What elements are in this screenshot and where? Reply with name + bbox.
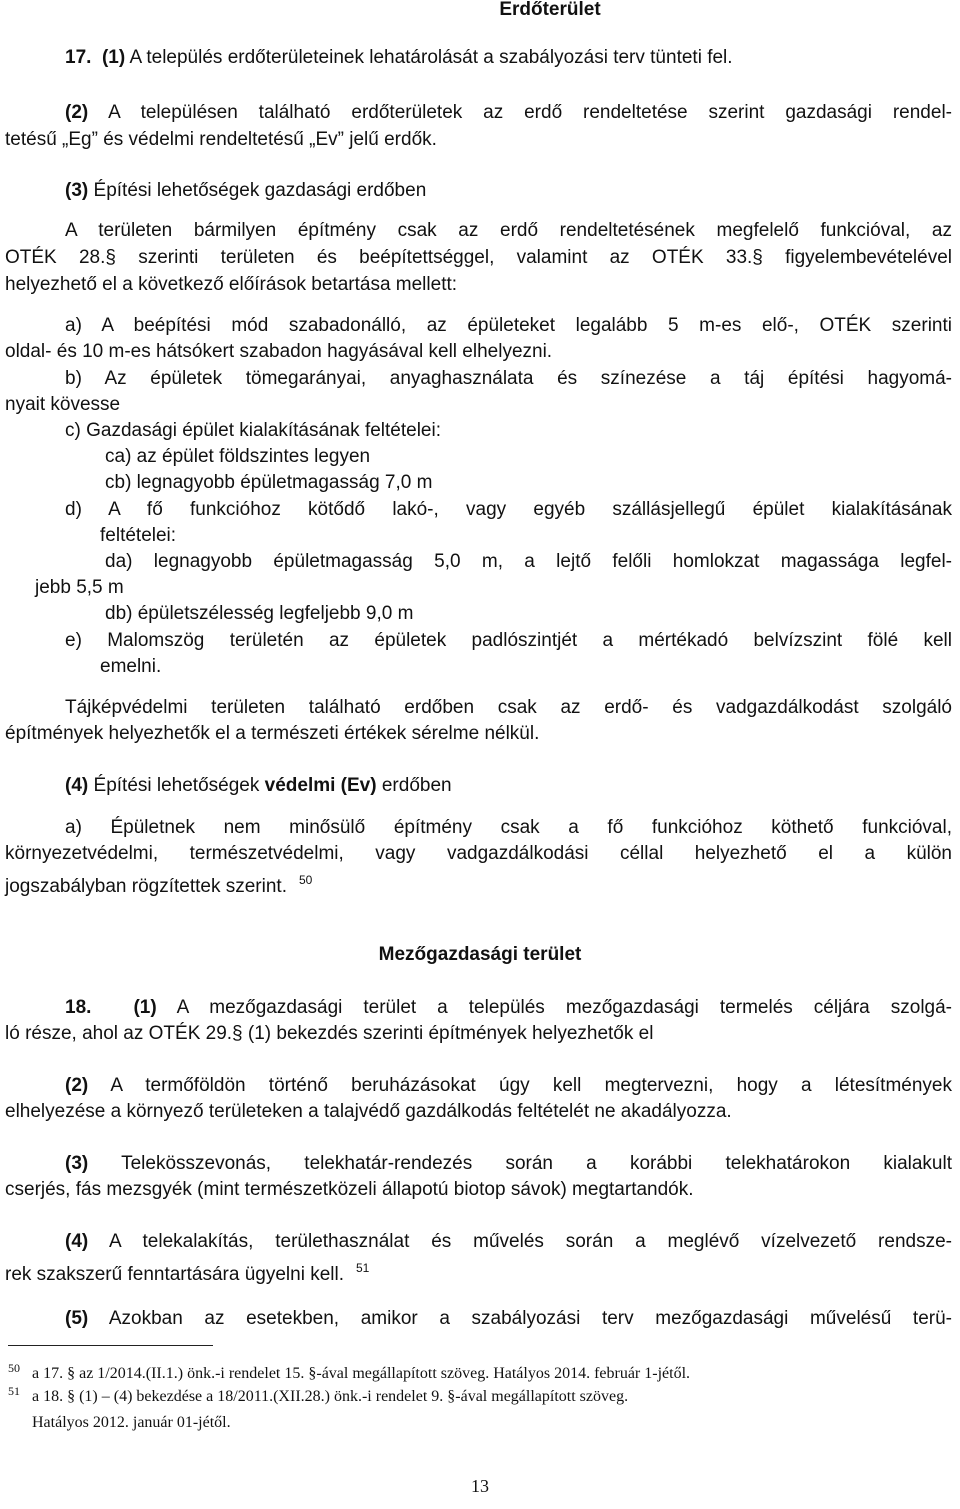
paragraph-17-3-line3: helyezhető el a következő előírások betartása mellett: — [5, 274, 458, 295]
paragraph-17-4-heading — [65, 773, 452, 799]
item-a-line2: oldal- és 10 m-es hátsókert szabadon hagyásával kell elhelyezni. — [5, 341, 553, 362]
item-ca: ca) az épület földszintes legyen — [105, 446, 371, 467]
item-b-line2: nyait kövesse — [5, 394, 121, 415]
landscape-protection-line1: Tájképvédelmi területen található erdőben csak az erdő- és vadgazdálkodást szolgáló — [65, 697, 952, 718]
subsection-heading: Építési lehetőségek gazdasági erdőben — [93, 180, 427, 201]
item-e-line2: emelni. — [100, 656, 162, 677]
paragraph-17-3-line2: OTÉK 28.§ szerinti területen és beépítettséggel, valamint az OTÉK 33.§ figyelembevételével — [5, 247, 952, 268]
footnote-separator — [8, 1345, 213, 1346]
footnote-ref-50[interactable]: 50 — [299, 873, 313, 887]
item-d-line1: d) A fő funkcióhoz kötődő lakó-, vagy egyéb szállásjellegű épület kialakításának — [65, 499, 952, 520]
paragraph-17-3-line1: A területen bármilyen építmény csak az erdő rendeltetésének megfelelő funkcióval, az — [65, 220, 952, 241]
footnote-51-line2: Hatályos 2012. január 01-jétől. — [32, 1414, 231, 1431]
item-e-line1: e) Malomszög területén az épületek padlószintjét a mértékadó belvízszint fölé kell — [65, 630, 952, 651]
paragraph-number: (2) — [65, 102, 89, 123]
paragraph-18-4-line1 — [65, 1229, 952, 1255]
item-c: c) Gazdasági épület kialakításának feltételei: — [65, 420, 441, 441]
paragraph-number: (1) — [133, 997, 157, 1018]
section-number: 18. — [65, 997, 92, 1018]
footnote-50-text: a 17. § az 1/2014.(II.1.) önk.-i rendelet 15. §-ával megállapított szöveg. Hatályos 2014. február 1-jétől. — [32, 1365, 691, 1382]
subsection-heading: Építési lehetőségek — [93, 775, 260, 796]
paragraph-text: Telekösszevonás, telekhatár-rendezés során a korábbi telekhatárokon kialakult — [121, 1153, 952, 1174]
item-db: db) épületszélesség legfeljebb 9,0 m — [105, 603, 414, 624]
item-d-line2: feltételei: — [100, 525, 177, 546]
paragraph-18-1-line1 — [65, 995, 952, 1021]
section-title-erdoterulet: Erdőterület — [499, 0, 601, 20]
paragraph-18-3-line2: cserjés, fás mezsgyék (mint természetközeli állapotú biotop sávok) megtartandók. — [5, 1179, 694, 1200]
paragraph-text: A mezőgazdasági terület a település mezőgazdasági termelés céljára szolgá- — [176, 997, 952, 1018]
item-da-line1: da) legnagyobb épületmagasság 5,0 m, a lejtő felőli homlokzat magassága legfel- — [105, 551, 952, 572]
paragraph-17-2-line2: tetésű „Eg” és védelmi rendeltetésű „Ev” jelű erdők. — [5, 129, 437, 150]
paragraph-number: (4) — [65, 1231, 89, 1252]
paragraph-18-4-line2 — [5, 1255, 369, 1288]
paragraph-number: (3) — [65, 180, 89, 201]
paragraph-17-2-line1 — [65, 100, 952, 126]
paragraph-17-4a-line1: a) Épületnek nem minősülő építmény csak a fő funkcióhoz köthető funkcióval, — [65, 817, 952, 838]
paragraph-text: rek szakszerű fenntartására ügyelni kell. — [5, 1264, 344, 1285]
item-da-line2: jebb 5,5 m — [35, 577, 124, 598]
paragraph-text: A településen található erdőterületek az erdő rendeltetése szerint gazdasági rendel- — [108, 102, 952, 123]
paragraph-18-2-line1 — [65, 1073, 952, 1099]
section-number: 17. — [65, 47, 92, 68]
subsection-heading-end: erdőben — [381, 775, 452, 796]
paragraph-18-1-line2: ló része, ahol az OTÉK 29.§ (1) bekezdés szerinti építmények helyezhetők el — [5, 1023, 654, 1044]
paragraph-text: A település erdőterületeinek lehatárolását a szabályozási terv tünteti fel. — [129, 47, 733, 68]
paragraph-17-3-heading — [65, 178, 426, 204]
footnote-ref-51[interactable]: 51 — [356, 1261, 370, 1275]
paragraph-text: A termőföldön történő beruházásokat úgy kell megtervezni, hogy a létesítmények — [110, 1075, 952, 1096]
section-title-mezogazdasagi: Mezőgazdasági terület — [378, 944, 582, 965]
paragraph-18-5-line1 — [65, 1306, 952, 1332]
footnote-50-number: 50 — [8, 1361, 20, 1375]
paragraph-17-4a-line3 — [5, 867, 312, 900]
item-a-line1: a) A beépítési mód szabadonálló, az épületeket legalább 5 m-es elő-, OTÉK szerinti — [65, 315, 952, 336]
footnote-51-number: 51 — [8, 1384, 20, 1398]
footnote-51-line1: a 18. § (1) – (4) bekezdése a 18/2011.(XII.28.) önk.-i rendelet 9. §-ával megállapított szöveg. — [32, 1388, 629, 1405]
paragraph-text: A telekalakítás, területhasználat és művelés során a meglévő vízelvezető rendsze- — [109, 1231, 952, 1252]
paragraph-18-2-line2: elhelyezése a környező területeken a talajvédő gazdálkodás feltételét ne akadályozza. — [5, 1101, 732, 1122]
paragraph-text: Azokban az esetekben, amikor a szabályozási terv mezőgazdasági művelésű terü- — [108, 1308, 953, 1329]
paragraph-number: (5) — [65, 1308, 89, 1329]
heading-emphasis: védelmi (Ev) — [264, 775, 377, 796]
paragraph-18-3-line1 — [65, 1151, 952, 1177]
paragraph-17-1 — [65, 45, 733, 71]
page-number: 13 — [471, 1476, 489, 1496]
landscape-protection-line2: építmények helyezhetők el a természeti értékek sérelme nélkül. — [5, 723, 540, 744]
paragraph-number: (3) — [65, 1153, 89, 1174]
paragraph-text: jogszabályban rögzítettek szerint. — [5, 876, 287, 897]
paragraph-number: (1) — [101, 47, 126, 68]
paragraph-number: (4) — [65, 775, 89, 796]
paragraph-number: (2) — [65, 1075, 89, 1096]
item-b-line1: b) Az épületek tömegarányai, anyaghasználata és színezése a táj építési hagyomá- — [65, 368, 952, 389]
paragraph-17-4a-line2: környezetvédelmi, természetvédelmi, vagy vadgazdálkodási céllal helyezhető el a külön — [5, 843, 952, 864]
item-cb: cb) legnagyobb épületmagasság 7,0 m — [105, 472, 433, 493]
